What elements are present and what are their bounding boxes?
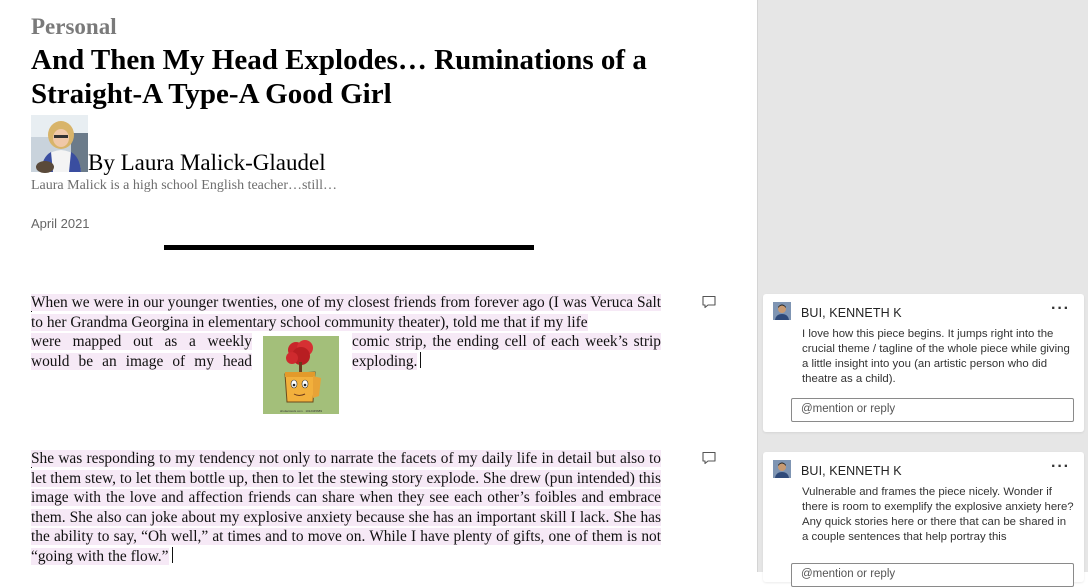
- article-title: And Then My Head Explodes… Ruminations of a Straight-A Type-A Good Girl: [31, 44, 647, 110]
- publish-date: April 2021: [31, 216, 90, 231]
- section-divider: [164, 245, 534, 250]
- text-cursor: [172, 547, 173, 563]
- reply-input[interactable]: @mention or reply: [791, 563, 1074, 587]
- paragraph-2-text: She was responding to my tendency not only to narrate the facets of my daily life in detail but also to let them stew, to let them bottle up, then to let the stewing story explode. She drew (pun intended) this image with the love and affection friends can share when they see each other’s foibles and embrace them. She also can joke about my explosive anxiety because she has an important skill I lack. She has the ability to say, “Oh well,” at times and to move on. While I have plenty of gifts, one of them is not “going with the flow.”: [31, 450, 661, 565]
- text-cursor: [420, 352, 421, 368]
- comment-icon[interactable]: [701, 294, 717, 310]
- avatar: [773, 460, 791, 478]
- paragraph-1-text: When we were in our younger twenties, one of my closest friends from forever ago (I was Veruca Salt to her Grandma Georgina in elementary school community theater), told me that if my life: [31, 294, 661, 331]
- section-label: Personal: [31, 14, 117, 39]
- paragraph-1-wrap-right[interactable]: [352, 332, 661, 371]
- more-options-icon[interactable]: ···: [1051, 458, 1070, 475]
- comment-author: BUI, KENNETH K: [801, 306, 902, 320]
- paragraph-1-left-text: were mapped out as a weekly would be an image of my head: [31, 333, 252, 370]
- comic-image[interactable]: [263, 336, 339, 414]
- comment-icon[interactable]: [701, 450, 717, 466]
- comment-author: BUI, KENNETH K: [801, 464, 902, 478]
- comment-card[interactable]: [763, 294, 1084, 432]
- author-bio: Laura Malick is a high school English teacher…still…: [31, 178, 337, 193]
- comment-card[interactable]: [763, 452, 1084, 582]
- avatar: [773, 302, 791, 320]
- image-caption: shutterstock.com · 1012345689: [279, 409, 323, 413]
- author-photo: [31, 115, 88, 172]
- reply-input[interactable]: @mention or reply: [791, 398, 1074, 422]
- paragraph-2[interactable]: [31, 449, 661, 566]
- comment-text: Vulnerable and frames the piece nicely. Wonder if there is room to exemplify the explosive anxiety here? Any quick stories here or there that can be shared in a couple sentences that help portray this: [802, 486, 1074, 543]
- author-byline: By Laura Malick-Glaudel: [88, 150, 326, 175]
- more-options-icon[interactable]: ···: [1051, 300, 1070, 317]
- comment-text: I love how this piece begins. It jumps right into the crucial theme / tagline of the whole piece while giving a little insight into you (an artistic person who did theatre as a child).: [802, 328, 1070, 385]
- paragraph-1-wrap-left[interactable]: [31, 332, 252, 371]
- paragraph-1-lines[interactable]: [31, 293, 661, 332]
- paragraph-1-right-text: comic strip, the ending cell of each week’s strip exploding.: [352, 333, 661, 370]
